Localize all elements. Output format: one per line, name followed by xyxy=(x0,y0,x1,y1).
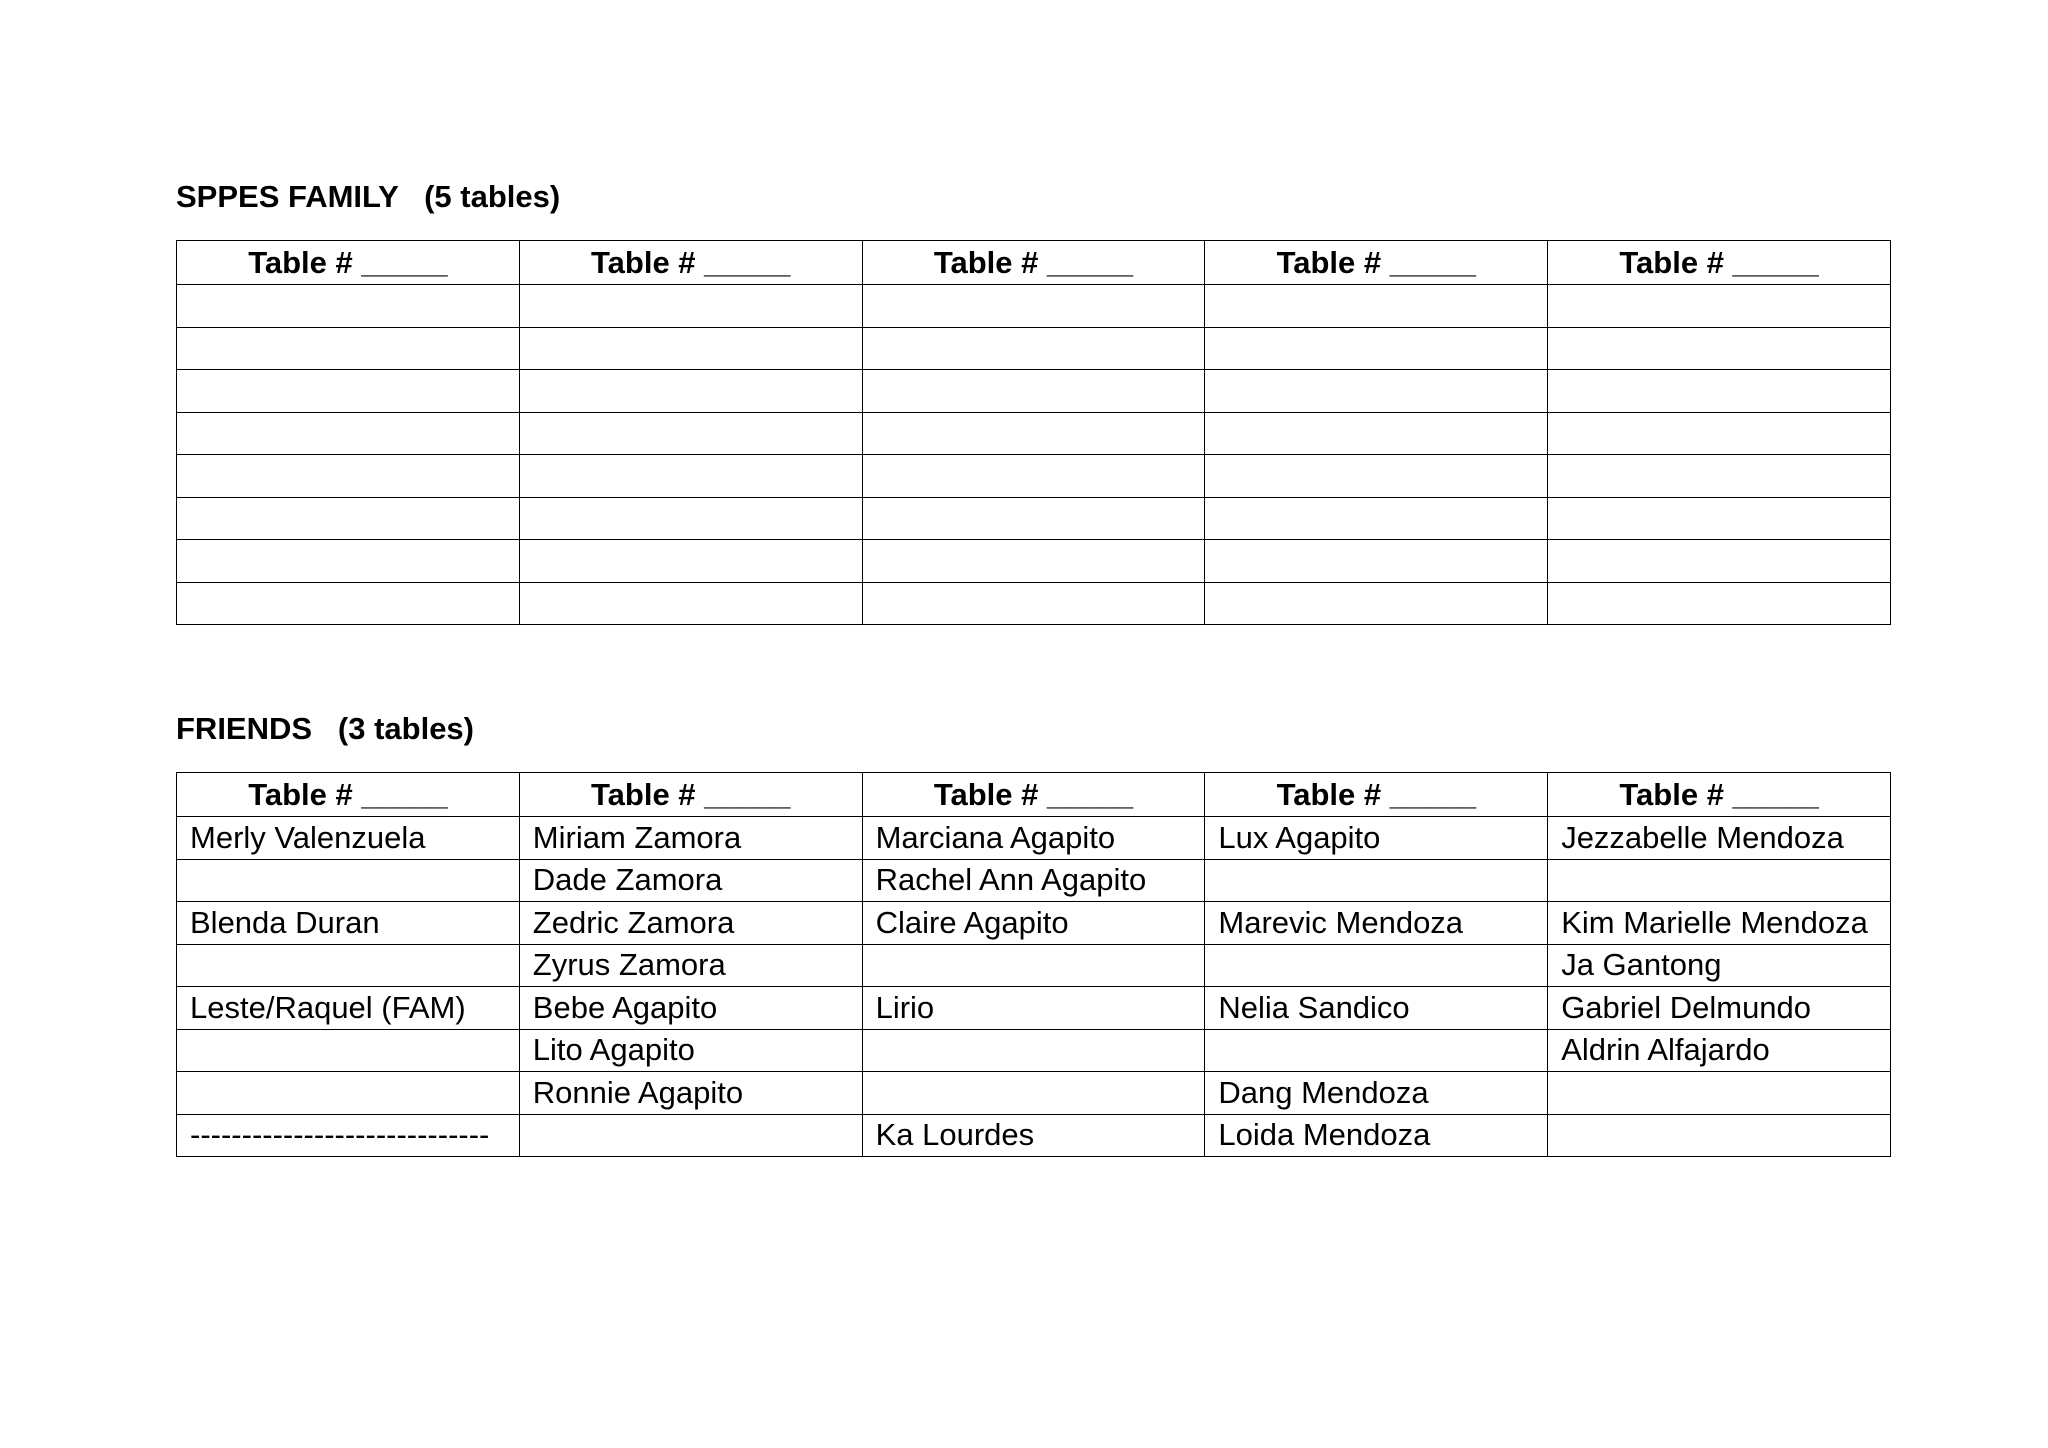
guest-cell xyxy=(177,1029,520,1072)
guest-cell xyxy=(177,370,520,413)
table-number-header: Table # _____ xyxy=(1205,241,1548,285)
guest-cell: Dade Zamora xyxy=(519,859,862,902)
table-number-header: Table # _____ xyxy=(519,773,862,817)
guest-cell xyxy=(862,540,1205,583)
guest-cell: Marciana Agapito xyxy=(862,817,1205,860)
table-row xyxy=(177,902,1891,945)
table-row xyxy=(177,859,1891,902)
seating-table-friends xyxy=(176,772,1891,1157)
guest-cell xyxy=(177,412,520,455)
guest-cell: Miriam Zamora xyxy=(519,817,862,860)
guest-cell xyxy=(519,412,862,455)
table-row xyxy=(177,1114,1891,1157)
guest-cell xyxy=(1205,1029,1548,1072)
guest-cell xyxy=(1205,370,1548,413)
table-number-header: Table # _____ xyxy=(177,241,520,285)
header-row xyxy=(177,773,1891,817)
guest-cell: Ja Gantong xyxy=(1548,944,1891,987)
guest-cell xyxy=(1548,327,1891,370)
table-row xyxy=(177,944,1891,987)
guest-cell: Ronnie Agapito xyxy=(519,1072,862,1115)
guest-cell xyxy=(519,540,862,583)
guest-cell xyxy=(177,285,520,328)
guest-cell xyxy=(862,370,1205,413)
guest-cell xyxy=(177,497,520,540)
guest-cell xyxy=(1548,285,1891,328)
guest-cell xyxy=(519,370,862,413)
guest-cell: Lito Agapito xyxy=(519,1029,862,1072)
guest-cell xyxy=(1548,497,1891,540)
guest-cell xyxy=(1205,944,1548,987)
guest-cell: ----------------------------- xyxy=(177,1114,520,1157)
guest-cell xyxy=(1548,859,1891,902)
guest-cell: Rachel Ann Agapito xyxy=(862,859,1205,902)
guest-cell xyxy=(177,455,520,498)
table-row xyxy=(177,540,1891,583)
seating-table-sppes-family xyxy=(176,240,1891,625)
guest-cell xyxy=(1205,285,1548,328)
guest-cell xyxy=(862,944,1205,987)
guest-cell xyxy=(1205,412,1548,455)
table-number-header: Table # _____ xyxy=(177,773,520,817)
table-row xyxy=(177,285,1891,328)
guest-cell xyxy=(177,582,520,625)
guest-cell xyxy=(1548,412,1891,455)
guest-cell: Kim Marielle Mendoza xyxy=(1548,902,1891,945)
guest-cell: Lirio xyxy=(862,987,1205,1030)
guest-cell: Lux Agapito xyxy=(1205,817,1548,860)
guest-cell xyxy=(1205,540,1548,583)
guest-cell: Nelia Sandico xyxy=(1205,987,1548,1030)
table-row xyxy=(177,817,1891,860)
guest-cell xyxy=(862,1029,1205,1072)
guest-cell xyxy=(1205,497,1548,540)
guest-cell xyxy=(1205,582,1548,625)
guest-cell xyxy=(1548,582,1891,625)
header-row xyxy=(177,241,1891,285)
guest-cell xyxy=(177,944,520,987)
guest-cell xyxy=(1548,540,1891,583)
guest-cell xyxy=(1548,1114,1891,1157)
guest-cell xyxy=(177,859,520,902)
guest-cell xyxy=(862,497,1205,540)
guest-cell: Dang Mendoza xyxy=(1205,1072,1548,1115)
guest-cell: Jezzabelle Mendoza xyxy=(1548,817,1891,860)
guest-cell xyxy=(862,285,1205,328)
table-row xyxy=(177,412,1891,455)
guest-cell xyxy=(862,412,1205,455)
guest-cell xyxy=(1205,859,1548,902)
table-row xyxy=(177,370,1891,413)
guest-cell: Marevic Mendoza xyxy=(1205,902,1548,945)
table-number-header: Table # _____ xyxy=(519,241,862,285)
guest-cell: Blenda Duran xyxy=(177,902,520,945)
guest-cell: Aldrin Alfajardo xyxy=(1548,1029,1891,1072)
guest-cell: Leste/Raquel (FAM) xyxy=(177,987,520,1030)
table-number-header: Table # _____ xyxy=(1205,773,1548,817)
table-number-header: Table # _____ xyxy=(1548,241,1891,285)
guest-cell xyxy=(519,285,862,328)
guest-cell xyxy=(1548,1072,1891,1115)
guest-cell xyxy=(177,327,520,370)
guest-cell xyxy=(1548,370,1891,413)
table-row xyxy=(177,497,1891,540)
guest-cell: Claire Agapito xyxy=(862,902,1205,945)
guest-cell xyxy=(1205,455,1548,498)
guest-cell: Zyrus Zamora xyxy=(519,944,862,987)
guest-cell xyxy=(519,582,862,625)
guest-cell xyxy=(862,1072,1205,1115)
table-row xyxy=(177,327,1891,370)
table-number-header: Table # _____ xyxy=(862,773,1205,817)
guest-cell xyxy=(519,327,862,370)
table-row xyxy=(177,987,1891,1030)
guest-cell: Bebe Agapito xyxy=(519,987,862,1030)
guest-cell xyxy=(862,582,1205,625)
guest-cell xyxy=(177,540,520,583)
guest-cell: Gabriel Delmundo xyxy=(1548,987,1891,1030)
guest-cell xyxy=(862,327,1205,370)
guest-cell xyxy=(1548,455,1891,498)
guest-cell xyxy=(519,497,862,540)
table-row xyxy=(177,455,1891,498)
table-number-header: Table # _____ xyxy=(1548,773,1891,817)
guest-cell: Zedric Zamora xyxy=(519,902,862,945)
guest-cell xyxy=(1205,327,1548,370)
section-title-friends: FRIENDS (3 tables) xyxy=(176,711,474,746)
table-number-header: Table # _____ xyxy=(862,241,1205,285)
guest-cell xyxy=(177,1072,520,1115)
table-row xyxy=(177,1029,1891,1072)
guest-cell: Loida Mendoza xyxy=(1205,1114,1548,1157)
guest-cell xyxy=(519,455,862,498)
section-title-sppes-family: SPPES FAMILY (5 tables) xyxy=(176,179,561,214)
guest-cell: Ka Lourdes xyxy=(862,1114,1205,1157)
table-row xyxy=(177,582,1891,625)
guest-cell: Merly Valenzuela xyxy=(177,817,520,860)
guest-cell xyxy=(519,1114,862,1157)
guest-cell xyxy=(862,455,1205,498)
table-row xyxy=(177,1072,1891,1115)
